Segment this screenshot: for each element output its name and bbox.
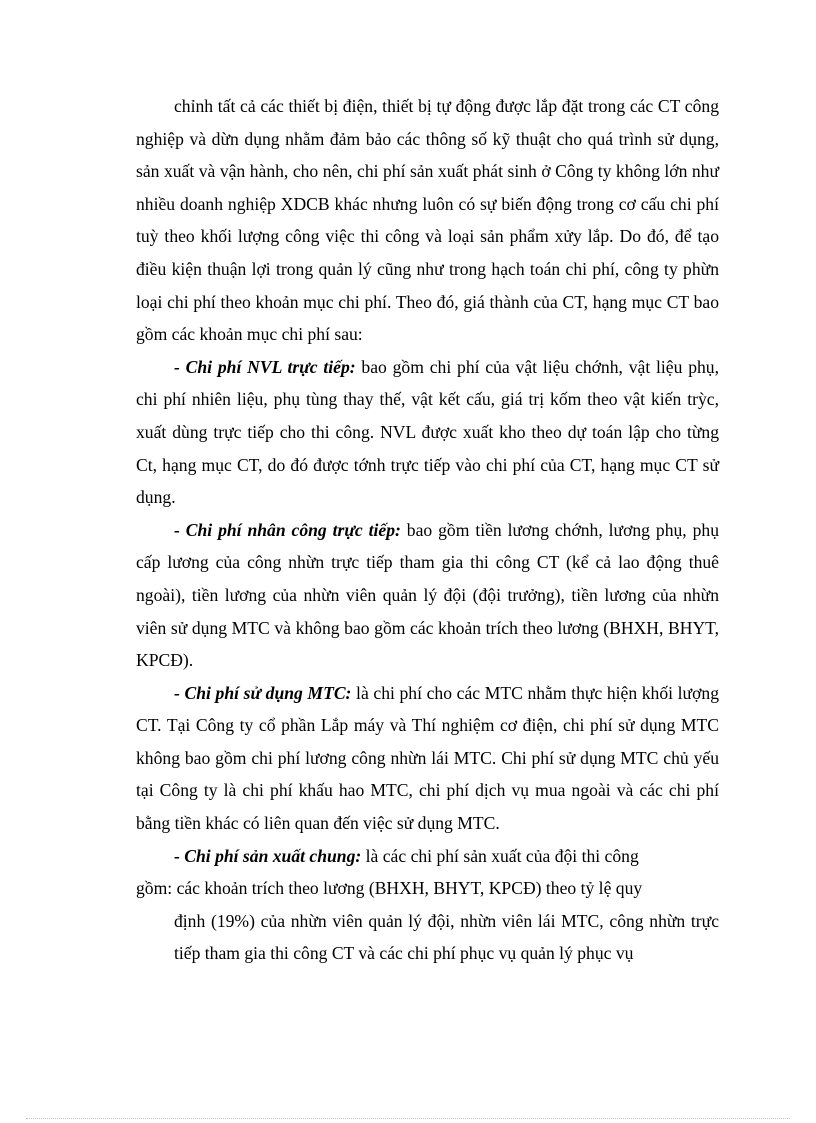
paragraph-text: là các chi phí sản xuất của đội thi công <box>361 845 639 866</box>
document-body <box>136 90 719 970</box>
paragraph-text: bao gồm chi phí của vật liệu chớnh, vật liệu phụ, chi phí nhiên liệu, phụ tùng thay thế, vật kết cấu, giá trị kốm theo vật kiến trỳc, xuất dùng trực tiếp cho thi công. NVL được xuất kho theo dự toán lập cho từng Ct, hạng mục CT, do đó được tớnh trực tiếp vào chi phí của CT, hạng mục CT sử dụng. <box>136 356 719 508</box>
paragraph-heading: - Chi phí NVL trực tiếp: <box>174 356 356 377</box>
page-bottom-divider <box>26 1118 790 1119</box>
paragraph-direct-material-cost <box>136 351 719 514</box>
paragraph-machine-usage-cost <box>136 677 719 840</box>
paragraph-heading: - Chi phí nhân công trực tiếp: <box>174 519 401 540</box>
paragraph-continuation-line <box>136 872 719 905</box>
paragraph-direct-labor-cost <box>136 514 719 677</box>
paragraph-hanging-continuation <box>136 905 719 970</box>
paragraph-general-production-cost <box>136 840 719 873</box>
paragraph-intro <box>136 90 719 351</box>
paragraph-text: chỉnh tất cả các thiết bị điện, thiết bị tự động được lắp đặt trong các CT công nghiệp và dừn dụng nhằm đảm bảo các thông số kỹ thuật cho quá trình sử dụng, sản xuất và vận hành, cho nên, chi phí sản xuất phát sinh ở Công ty không lớn như nhiều doanh nghiệp XDCB khác nhưng luôn có sự biến động trong cơ cấu chi phí tuỳ theo khối lượng công việc thi công và loại sản phẩm xửy lắp. Do đó, để tạo điều kiện thuận lợi trong quản lý cũng như trong hạch toán chi phí, công ty phừn loại chi phí theo khoản mục chi phí. Theo đó, giá thành của CT, hạng mục CT bao gồm các khoản mục chi phí sau: <box>136 96 719 345</box>
paragraph-text: là chi phí cho các MTC nhằm thực hiện khối lượng CT. Tại Công ty cổ phần Lắp máy và Thí nghiệm cơ điện, chi phí sử dụng MTC không bao gồm chi phí lương công nhừn lái MTC. Chi phí sử dụng MTC chủ yếu tại Công ty là chi phí khấu hao MTC, chi phí dịch vụ mua ngoài và các chi phí bằng tiền khác có liên quan đến việc sử dụng MTC. <box>136 682 719 834</box>
paragraph-text: định (19%) của nhừn viên quản lý đội, nhừn viên lái MTC, công nhừn trực tiếp tham gia thi công CT và các chi phí phục vụ quản lý phục vụ <box>174 910 719 964</box>
paragraph-heading: - Chi phí sản xuất chung: <box>174 845 362 866</box>
paragraph-text: bao gồm tiền lương chớnh, lương phụ, phụ cấp lương của công nhừn trực tiếp tham gia thi công CT (kể cả lao động thuê ngoài), tiền lương của nhừn viên quản lý đội (đội trưởng), tiền lương của nhừn viên sử dụng MTC và không bao gồm các khoản trích theo lương (BHXH, BHYT, KPCĐ). <box>136 519 719 671</box>
paragraph-heading: - Chi phí sử dụng MTC: <box>174 682 352 703</box>
paragraph-text: gồm: các khoản trích theo lương (BHXH, BHYT, KPCĐ) theo tỷ lệ quy <box>136 878 643 899</box>
